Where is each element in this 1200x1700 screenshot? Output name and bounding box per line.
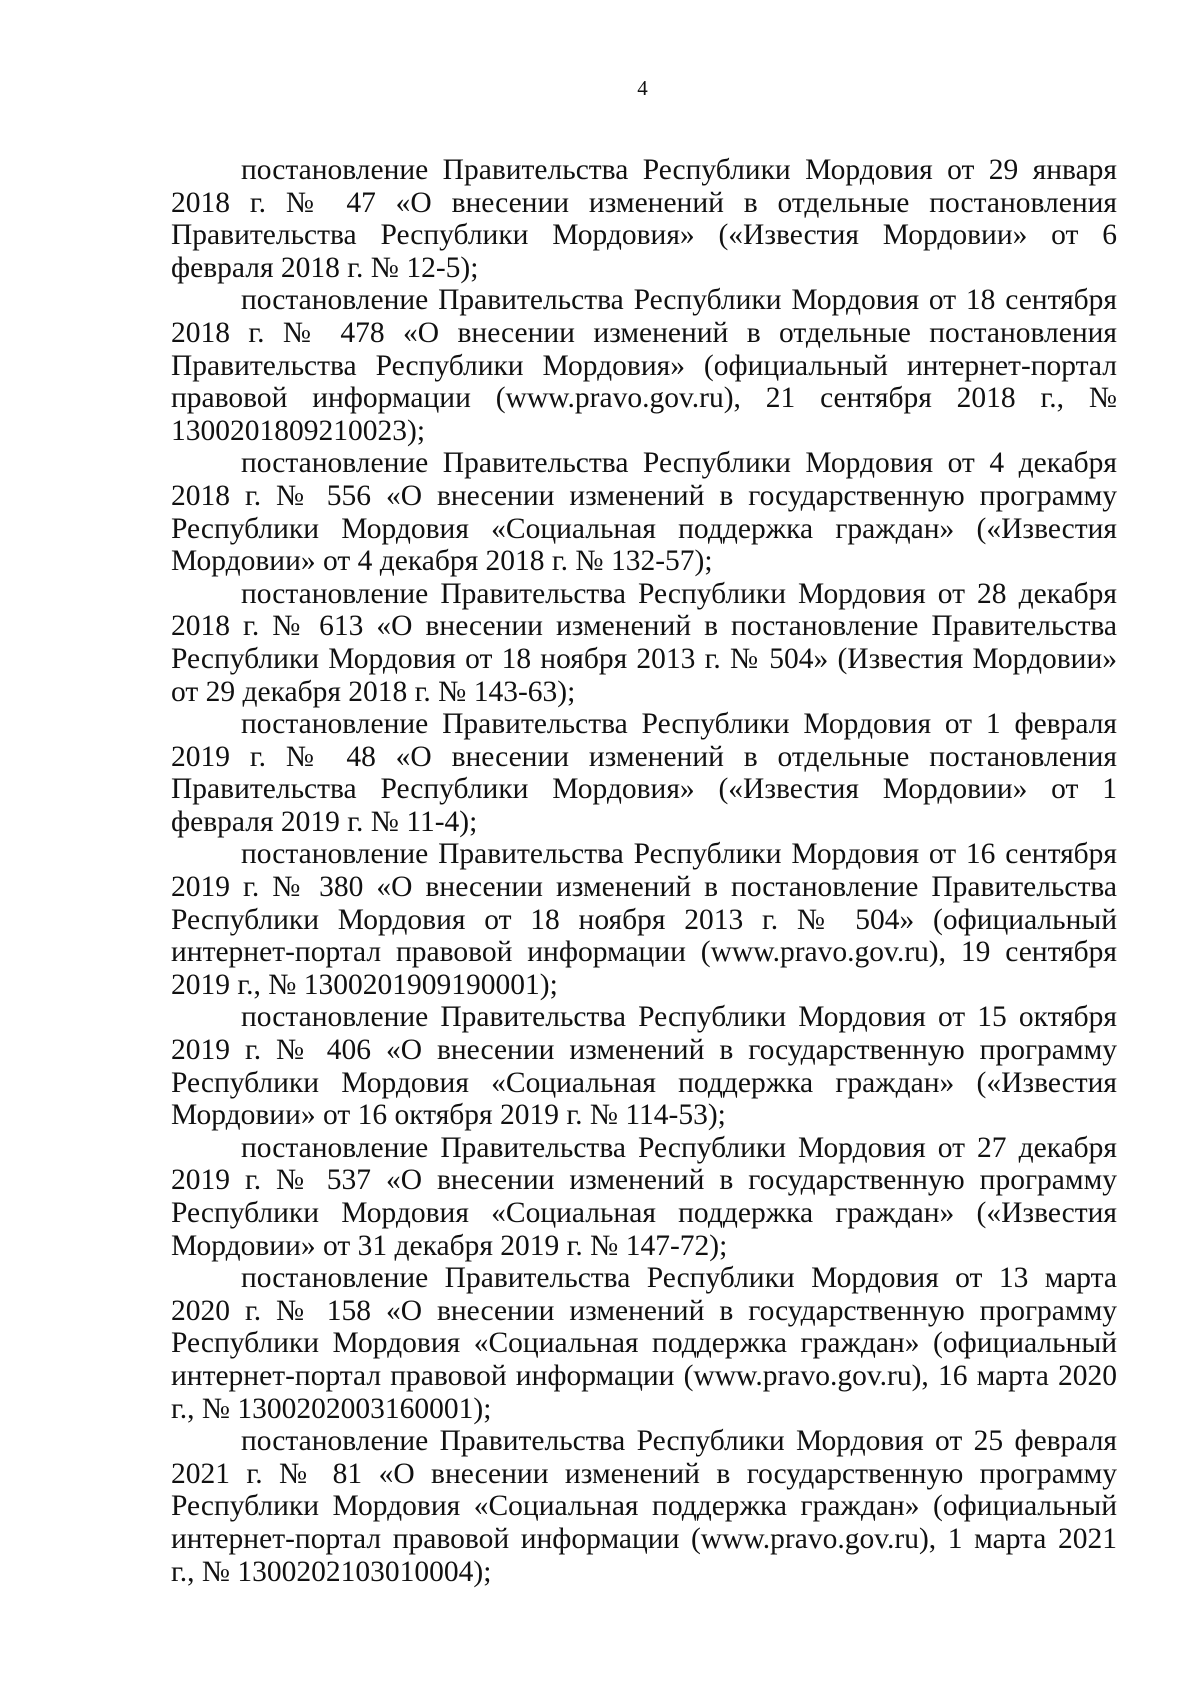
paragraph-resolution-3: постановление Правительства Республики Мордовия от 4 декабря 2018 г. № 556 «О внесении изменений в государственную программу Республики Мордовия «Социальная поддержка граждан» («Известия Мордовии» от 4 декабря 2018 г. № 132-57); [171,447,1117,578]
paragraph-resolution-5: постановление Правительства Республики Мордовия от 1 февраля 2019 г. № 48 «О внесении изменений в отдельные постановления Правительства Республики Мордовия» («Известия Мордовии» от 1 февраля 2019 г. № 11-4); [171,708,1117,838]
paragraph-resolution-8: постановление Правительства Республики Мордовия от 27 декабря 2019 г. № 537 «О внесении изменений в государственную программу Республики Мордовия «Социальная поддержка граждан» («Известия Мордовии» от 31 декабря 2019 г. № 147-72); [171,1131,1117,1262]
paragraph-resolution-4: постановление Правительства Республики Мордовия от 28 декабря 2018 г. № 613 «О внесении изменений в постановление Правительства Республики Мордовия от 18 ноября 2013 г. № 504» (Известия Мордовии» от 29 декабря 2018 г. № 143-63); [171,577,1117,708]
paragraph-resolution-2: постановление Правительства Республики Мордовия от 18 сентября 2018 г. № 478 «О внесении изменений в отдельные постановления Правительства Республики Мордовия» (официальный интернет-портал правовой информации (www.pravo.gov.ru), 21 сентября 2018 г., № 1300201809210023); [171,284,1117,447]
paragraph-resolution-9: постановление Правительства Республики Мордовия от 13 марта 2020 г. № 158 «О внесении изменений в государственную программу Республики Мордовия «Социальная поддержка граждан» (официальный интернет-портал правовой информации (www.pravo.gov.ru), 16 марта 2020 г., № 1300202003160001); [171,1262,1117,1425]
document-body [171,154,1117,1588]
paragraph-resolution-6: постановление Правительства Республики Мордовия от 16 сентября 2019 г. № 380 «О внесении изменений в постановление Правительства Республики Мордовия от 18 ноября 2013 г. № 504» (официальный интернет-портал правовой информации (www.pravo.gov.ru), 19 сентября 2019 г., № 1300201909190001); [171,838,1117,1001]
paragraph-resolution-10: постановление Правительства Республики Мордовия от 25 февраля 2021 г. № 81 «О внесении изменений в государственную программу Республики Мордовия «Социальная поддержка граждан» (официальный интернет-портал правовой информации (www.pravo.gov.ru), 1 марта 2021 г., № 1300202103010004); [171,1425,1117,1588]
paragraph-resolution-7: постановление Правительства Республики Мордовия от 15 октября 2019 г. № 406 «О внесении изменений в государственную программу Республики Мордовия «Социальная поддержка граждан» («Известия Мордовии» от 16 октября 2019 г. № 114-53); [171,1001,1117,1132]
paragraph-resolution-1: постановление Правительства Республики Мордовия от 29 января 2018 г. № 47 «О внесении изменений в отдельные постановления Правительства Республики Мордовия» («Известия Мордовии» от 6 февраля 2018 г. № 12-5); [171,154,1117,284]
page-number: 4 [637,76,648,100]
